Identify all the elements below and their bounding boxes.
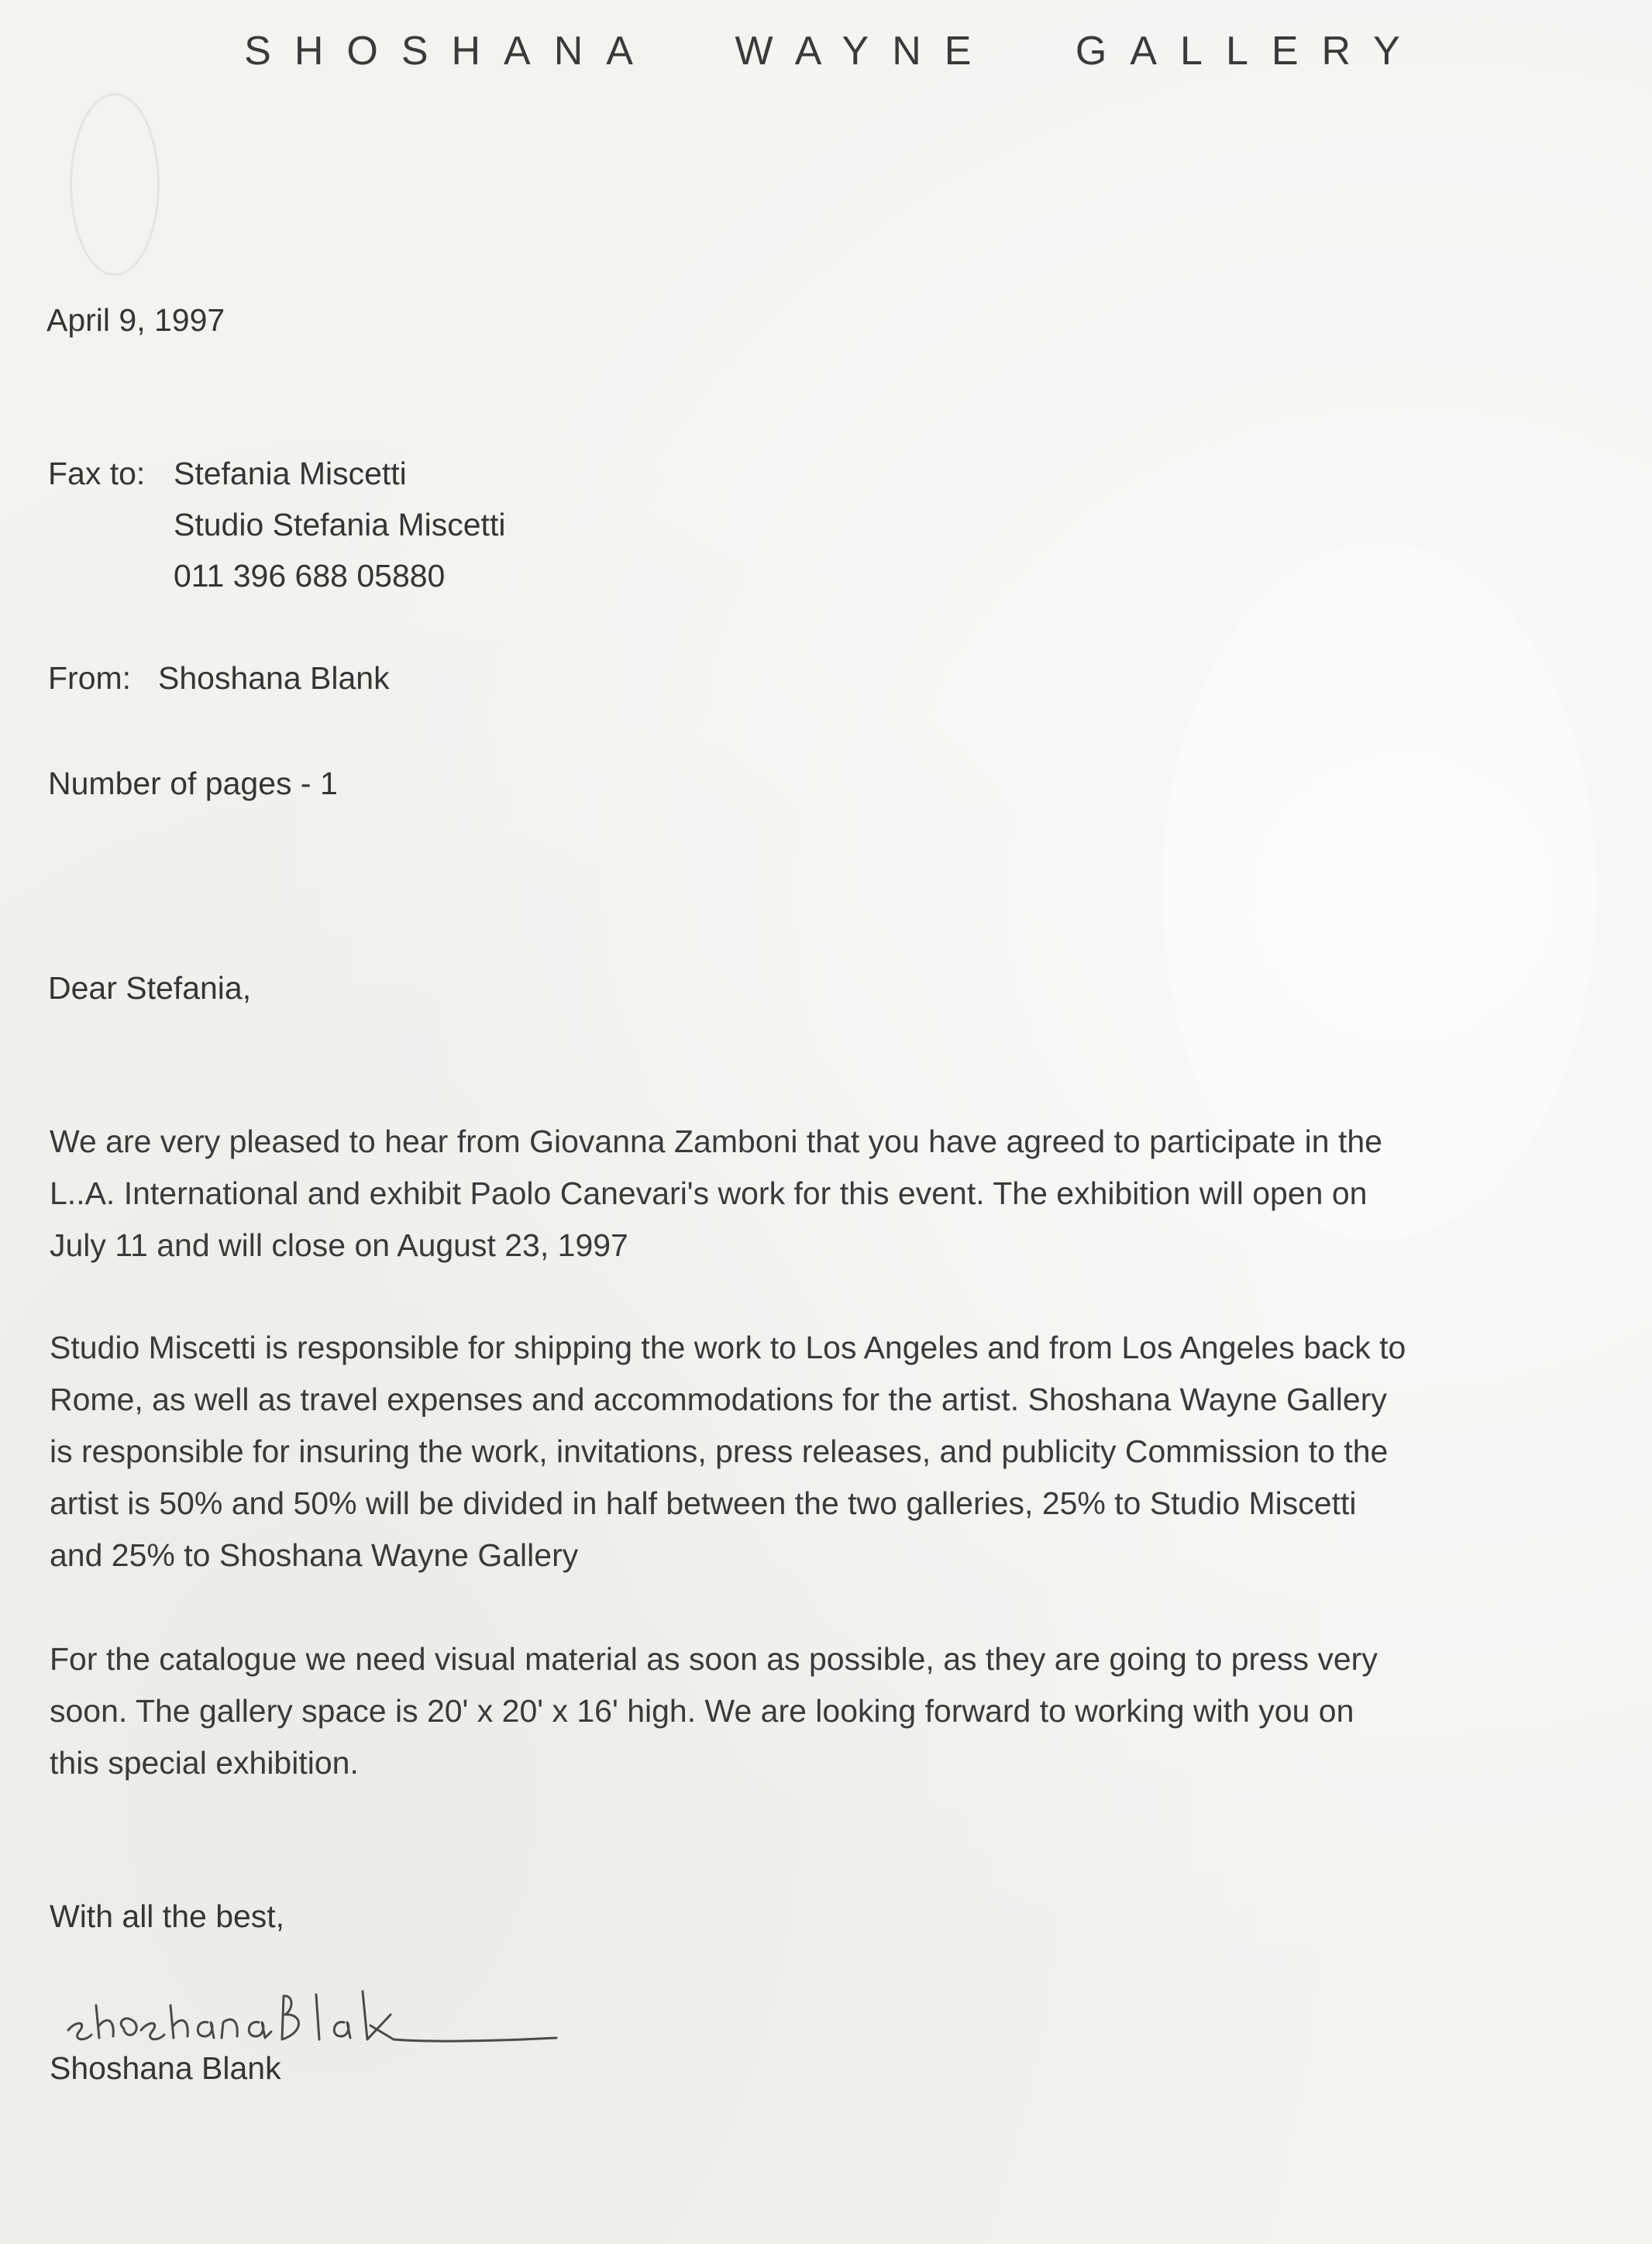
letter-date: April 9, 1997 [46, 302, 225, 338]
paragraph-line: July 11 and will close on August 23, 1997 [50, 1227, 628, 1263]
paragraph-line: this special exhibition. [50, 1745, 359, 1781]
fax-recipient-studio: Studio Stefania Miscetti [174, 507, 506, 542]
paragraph-line: We are very pleased to hear from Giovanna Zamboni that you have agreed to participate in the [50, 1124, 1382, 1159]
signature-name: Shoshana Blank [50, 2050, 281, 2086]
paper-stain [70, 93, 160, 276]
paragraph-line: Rome, as well as travel expenses and accommodations for the artist. Shoshana Wayne Gallery [50, 1382, 1387, 1417]
paragraph-line: and 25% to Shoshana Wayne Gallery [50, 1537, 579, 1573]
paragraph-line: soon. The gallery space is 20' x 20' x 16' high. We are looking forward to working with you on [50, 1693, 1354, 1729]
fax-recipient-number: 011 396 688 05880 [174, 558, 446, 594]
paragraph-line: L..A. International and exhibit Paolo Canevari's work for this event. The exhibition will open on [50, 1175, 1368, 1211]
body-paragraph-1 [50, 1116, 1382, 1272]
closing-line: With all the best, [50, 1898, 285, 1934]
paragraph-line: artist is 50% and 50% will be divided in half between the two galleries, 25% to Studio Miscetti [50, 1485, 1357, 1521]
body-paragraph-2 [50, 1322, 1406, 1581]
paragraph-line: Studio Miscetti is responsible for shipping the work to Los Angeles and from Los Angeles back to [50, 1330, 1406, 1365]
paragraph-line: is responsible for insuring the work, invitations, press releases, and publicity Commission to the [50, 1433, 1389, 1469]
paragraph-line: For the catalogue we need visual material as soon as possible, as they are going to press very [50, 1641, 1378, 1677]
from-name: Shoshana Blank [158, 660, 390, 696]
from-label: From: [48, 660, 132, 696]
fax-to-label: Fax to: [48, 456, 146, 491]
page-count: Number of pages - 1 [48, 766, 338, 801]
fax-recipient-name: Stefania Miscetti [174, 456, 407, 491]
salutation: Dear Stefania, [48, 970, 252, 1006]
gallery-letterhead: SHOSHANA WAYNE GALLERY [244, 29, 1423, 74]
body-paragraph-3 [50, 1633, 1378, 1789]
